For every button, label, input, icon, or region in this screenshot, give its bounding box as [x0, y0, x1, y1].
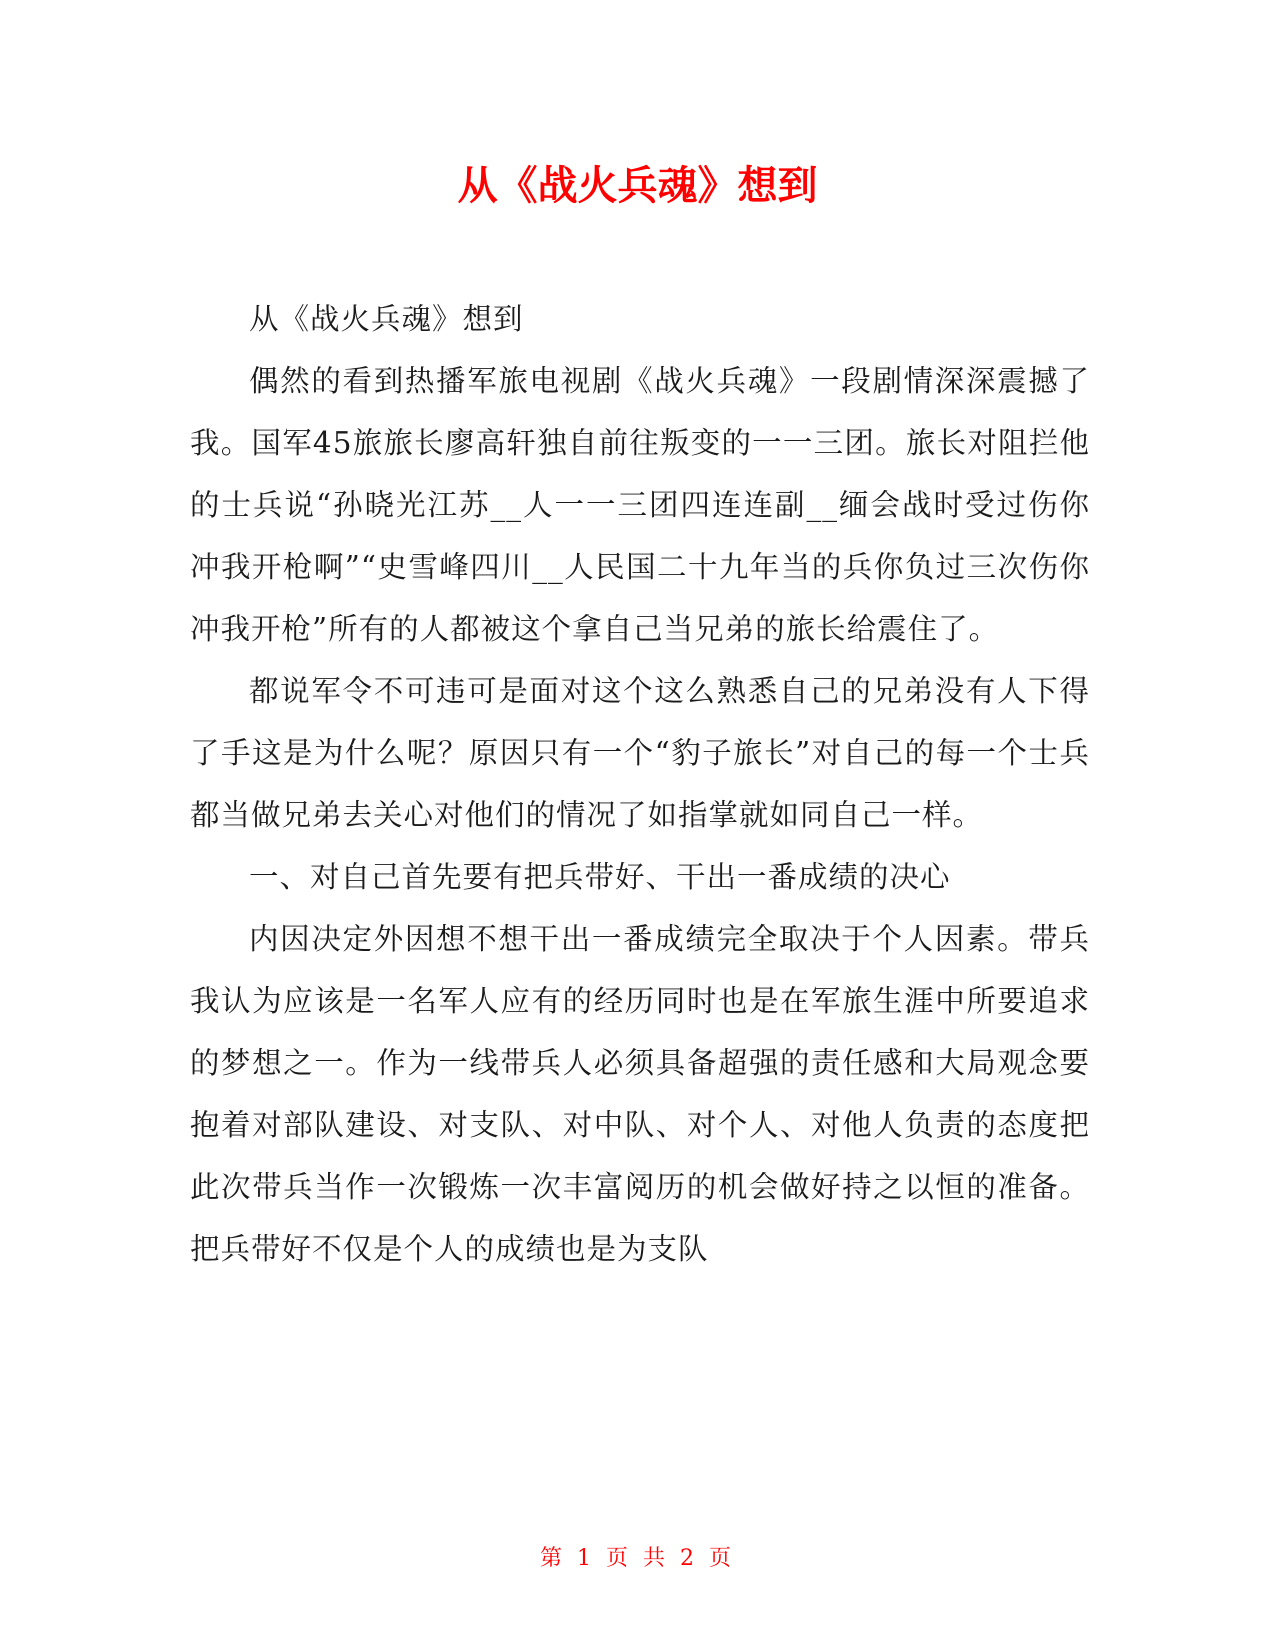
- page-number-label: 第 1 页 共 2 页: [540, 1546, 735, 1571]
- page-number-footer: [0, 1544, 1275, 1574]
- document-title: 从《战火兵魂》想到: [457, 163, 818, 209]
- document-body: [190, 288, 1090, 1280]
- paragraph-subtitle: 从《战火兵魂》想到: [249, 302, 524, 336]
- paragraph: 偶然的看到热播军旅电视剧《战火兵魂》一段剧情深深震撼了我。国军45旅旅长廖高轩独自前往叛变的一一三团。旅长对阻拦他的士兵说“孙晓光江苏__人一一三团四连连副__缅会战时受过伤你冲我开枪啊”“史雪峰四川__人民国二十九年当的兵你负过三次伤你冲我开枪”所有的人都被这个拿自己当兄弟的旅长给震住了。: [190, 364, 1090, 646]
- paragraph: 内因决定外因想不想干出一番成绩完全取决于个人因素。带兵我认为应该是一名军人应有的经历同时也是在军旅生涯中所要追求的梦想之一。作为一线带兵人必须具备超强的责任感和大局观念要抱着对部队建设、对支队、对中队、对个人、对他人负责的态度把此次带兵当作一次锻炼一次丰富阅历的机会做好持之以恒的准备。把兵带好不仅是个人的成绩也是为支队: [190, 922, 1090, 1266]
- paragraph: 都说军令不可违可是面对这个这么熟悉自己的兄弟没有人下得了手这是为什么呢？原因只有一个“豹子旅长”对自己的每一个士兵都当做兄弟去关心对他们的情况了如指掌就如同自己一样。: [190, 674, 1090, 832]
- section-heading: 一、对自己首先要有把兵带好、干出一番成绩的决心: [249, 860, 951, 894]
